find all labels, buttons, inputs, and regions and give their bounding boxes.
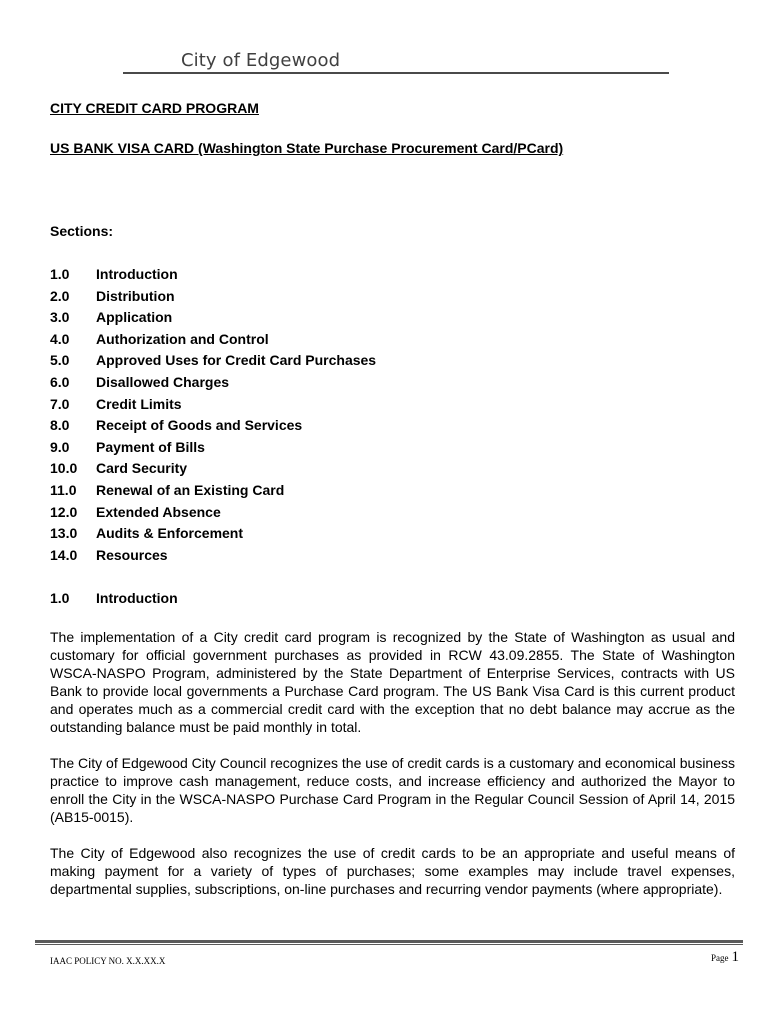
toc-item-title: Approved Uses for Credit Card Purchases [96, 352, 377, 369]
toc-item [50, 438, 376, 460]
toc-item-title: Receipt of Goods and Services [96, 417, 303, 434]
toc-item-number: 11.0 [50, 481, 77, 498]
toc-item-number: 5.0 [50, 352, 70, 369]
footer-page-indicator [711, 949, 739, 966]
body-paragraph: The City of Edgewood also recognizes the use of credit cards to be an appropriate and useful means of making payment for a variety of types of purchases; some examples may include travel expenses, departmental supplies, subscriptions, on-line purchases and recurring vendor payments (where appropriate). [50, 845, 735, 897]
toc-item-number: 7.0 [50, 395, 70, 412]
sections-label: Sections: [50, 223, 114, 239]
body-paragraph: The implementation of a City credit card program is recognized by the State of Washington as usual and customary for official government purchases as provided in RCW 43.09.2855. The State of Washington WSCA-NASPO Program, administered by the State Department of Enterprise Services, contracts with US Bank to provide local governments a Purchase Card program. The US Bank Visa Card is this current product and operates much as a commercial credit card with the exception that no debt balance may accrue as the outstanding balance must be paid monthly in total. [50, 629, 735, 735]
program-title: CITY CREDIT CARD PROGRAM [50, 100, 259, 116]
toc-item [50, 416, 376, 438]
toc-item-title: Audits & Enforcement [96, 525, 244, 542]
toc-item [50, 265, 376, 287]
header-divider [123, 72, 669, 74]
toc-item [50, 546, 376, 568]
toc-item-title: Credit Limits [96, 395, 182, 412]
card-title: US BANK VISA CARD (Washington State Purchase Procurement Card/PCard) [50, 140, 564, 156]
toc-item [50, 287, 376, 309]
toc-item-title: Extended Absence [96, 503, 221, 520]
toc-item-title: Renewal of an Existing Card [96, 481, 285, 498]
toc-item [50, 524, 376, 546]
toc-item-title: Payment of Bills [96, 438, 205, 455]
toc-item-title: Introduction [96, 266, 178, 282]
toc-item-number: 9.0 [50, 438, 70, 455]
toc-item [50, 481, 376, 503]
footer-divider [35, 940, 743, 943]
toc-item-title: Card Security [96, 460, 188, 477]
toc-item-number: 2.0 [50, 287, 70, 304]
toc-item-title: Disallowed Charges [96, 373, 230, 390]
section-heading-title: Introduction [96, 590, 178, 606]
toc-item [50, 395, 376, 417]
body-paragraph: The City of Edgewood City Council recognizes the use of credit cards is a customary and economical business practice to improve cash management, reduce costs, and increase efficiency and authorized the Mayor to enroll the City in the WSCA-NASPO Purchase Card Program in the Regular Council Session of April 14, 2015 (AB15-0015). [50, 755, 735, 825]
toc-item-number: 6.0 [50, 373, 70, 390]
toc-item-number: 10.0 [50, 460, 78, 477]
toc-item-title: Application [96, 309, 173, 326]
toc-item-title: Authorization and Control [96, 330, 269, 347]
page-label: Page [711, 953, 729, 963]
toc-item-number: 1.0 [50, 266, 70, 282]
footer-divider-thin [35, 944, 743, 945]
toc-item [50, 351, 376, 373]
section-heading-introduction [50, 589, 178, 607]
table-of-contents [50, 265, 376, 567]
toc-item [50, 373, 376, 395]
toc-item-title: Resources [96, 546, 168, 563]
toc-item-number: 12.0 [50, 503, 78, 520]
page-number: 1 [731, 949, 739, 965]
toc-item [50, 503, 376, 525]
toc-item-number: 14.0 [50, 546, 78, 563]
toc-item-title: Distribution [96, 287, 175, 304]
toc-item [50, 330, 376, 352]
page-header-title: City of Edgewood [181, 50, 341, 71]
section-heading-number: 1.0 [50, 590, 70, 606]
toc-item [50, 308, 376, 330]
toc-item-number: 13.0 [50, 525, 78, 542]
toc-item [50, 459, 376, 481]
footer-policy-number: IAAC POLICY NO. X.X.XX.X [50, 956, 166, 966]
toc-item-number: 3.0 [50, 309, 70, 326]
toc-item-number: 4.0 [50, 330, 70, 347]
toc-item-number: 8.0 [50, 417, 70, 434]
